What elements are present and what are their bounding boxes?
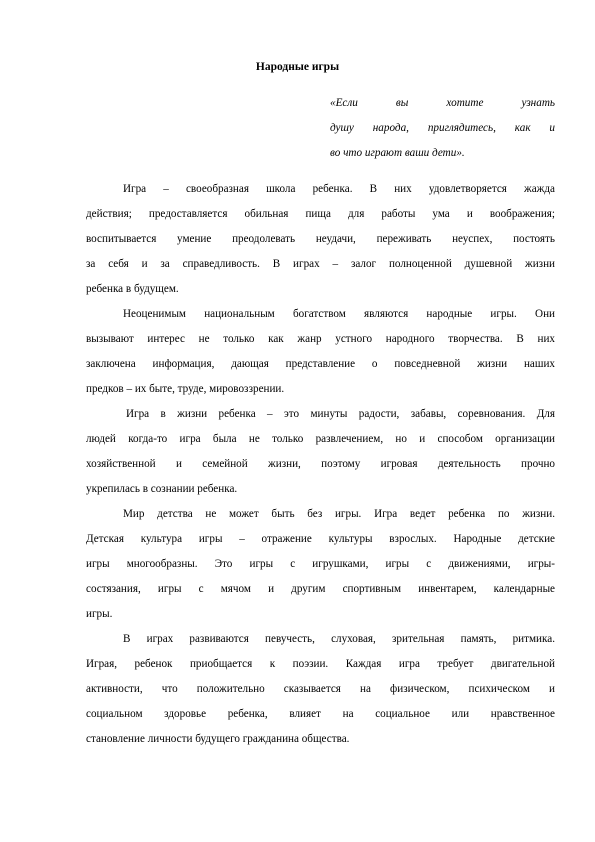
text-line: вызывают интерес не только как жанр устного народного творчества. В них xyxy=(86,333,555,345)
text-line: Игра в жизни ребенка – это минуты радости, забавы, соревнования. Для xyxy=(126,408,555,420)
text-line: игры. xyxy=(86,608,113,620)
text-line: становление личности будущего гражданина общества. xyxy=(86,733,350,745)
text-line: Играя, ребенок приобщается к поэзии. Каждая игра требует двигательной xyxy=(86,658,555,670)
text-line: состязания, игры с мячом и другим спортивным инвентарем, календарные xyxy=(86,583,555,595)
paragraph xyxy=(86,627,555,752)
text-line: Мир детства не может быть без игры. Игра ведет ребенка по жизни. xyxy=(123,508,555,520)
text-line: за себя и за справедливость. В играх – залог полноценной душевной жизни xyxy=(86,258,555,270)
text-line: воспитывается умение преодолевать неудачи, переживать неуспех, постоять xyxy=(86,233,555,245)
text-line: действия; предоставляется обильная пища для работы ума и воображения; xyxy=(86,208,555,220)
text-line: игры многообразны. Это игры с игрушками, игры с движениями, игры- xyxy=(86,558,555,570)
text-line: предков – их быте, труде, мировоззрении. xyxy=(86,383,285,395)
text-line: социальном здоровье ребенка, влияет на социальное или нравственное xyxy=(86,708,555,720)
text-line: Неоценимым национальным богатством являются народные игры. Они xyxy=(123,308,555,320)
text-line: заключена информация, дающая представление о повседневной жизни наших xyxy=(86,358,555,370)
text-line: хозяйственной и семейной жизни, поэтому игровая деятельность прочно xyxy=(86,458,555,470)
paragraph xyxy=(86,402,555,502)
page-title: Народные игры xyxy=(255,61,340,73)
text-line: В играх развиваются певучесть, слуховая, зрительная память, ритмика. xyxy=(123,633,555,645)
paragraph xyxy=(86,177,555,302)
text-line: Детская культура игры – отражение культуры взрослых. Народные детские xyxy=(86,533,555,545)
text-line: укрепилась в сознании ребенка. xyxy=(86,483,238,495)
epigraph-line: во что играют ваши дети». xyxy=(330,147,465,159)
epigraph-line: «Если вы хотите узнать xyxy=(330,97,555,109)
epigraph xyxy=(330,91,555,166)
text-line: Игра – своеобразная школа ребенка. В них удовлетворяется жажда xyxy=(123,183,555,195)
document-body xyxy=(86,177,555,752)
paragraph xyxy=(86,502,555,627)
epigraph-line: душу народа, приглядитесь, как и xyxy=(330,122,555,134)
text-line: ребенка в будущем. xyxy=(86,283,179,295)
text-line: активности, что положительно сказывается на физическом, психическом и xyxy=(86,683,555,695)
paragraph xyxy=(86,302,555,402)
text-line: людей когда-то игра была не только развлечением, но и способом организации xyxy=(86,433,555,445)
